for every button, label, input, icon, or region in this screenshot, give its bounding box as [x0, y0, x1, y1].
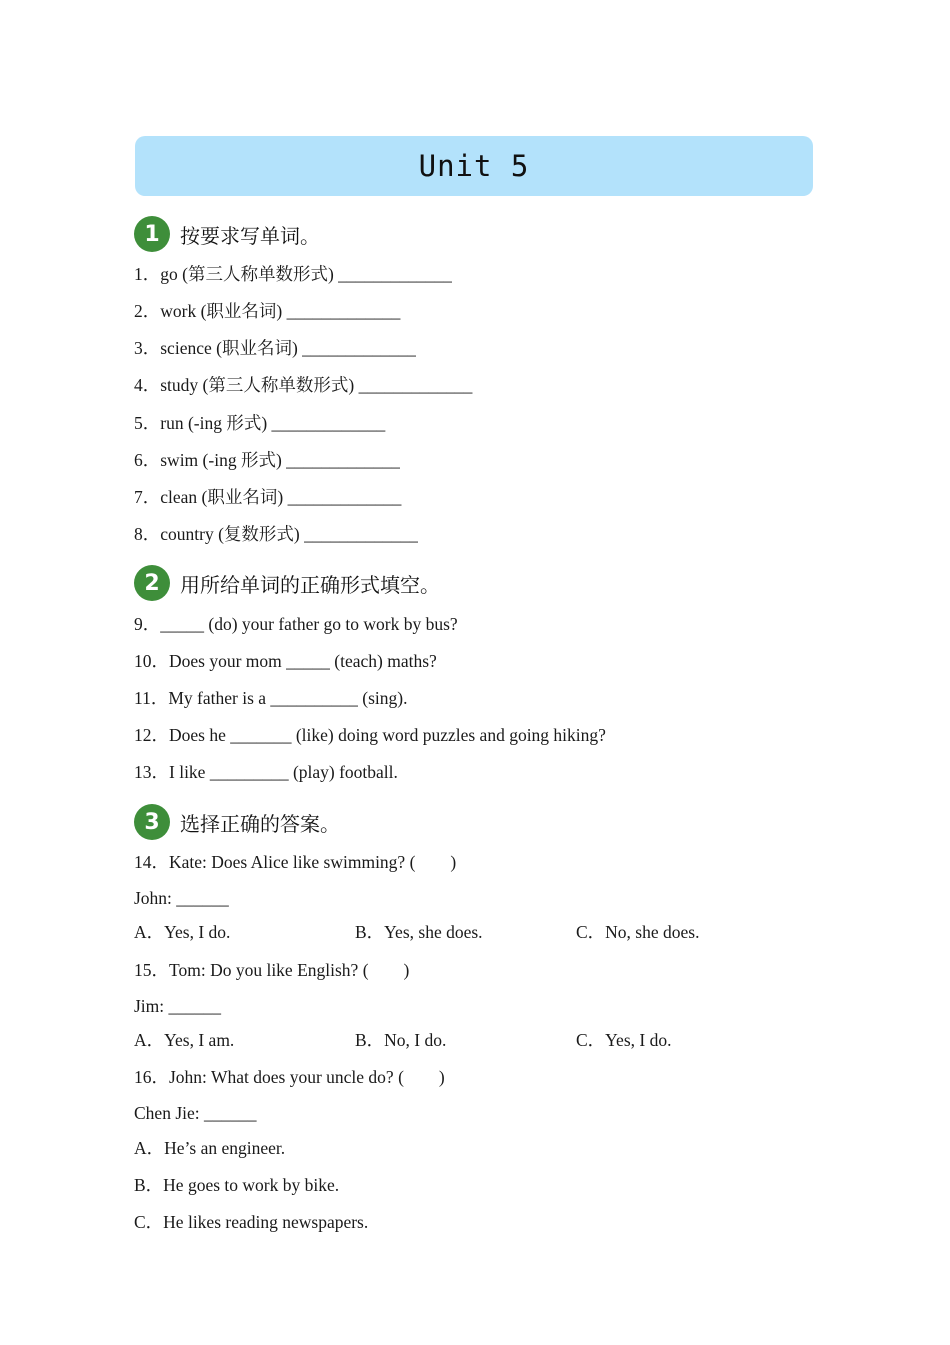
question-text: My father is a __________ (sing). — [168, 688, 408, 708]
question-text: Does your mom _____ (teach) maths? — [169, 651, 437, 671]
section-title: 按要求写单词。 — [180, 223, 320, 248]
question-item — [134, 374, 472, 396]
section-3-header — [134, 804, 340, 840]
question-number: 5． — [134, 413, 161, 433]
option-b: B．No, I do. — [355, 1030, 447, 1050]
option-a: A．Yes, I do. — [134, 922, 231, 942]
question-number: 2． — [134, 301, 161, 321]
question-text: science (职业名词) _____________ — [160, 338, 416, 358]
question-text: country (复数形式) _____________ — [160, 524, 418, 544]
section-1-header — [134, 216, 320, 252]
question-item — [134, 337, 416, 359]
question-item — [134, 449, 400, 471]
question-item — [134, 687, 408, 709]
question-number: 9． — [134, 614, 161, 634]
question-text: study (第三人称单数形式) _____________ — [160, 375, 473, 395]
question-number: 12． — [134, 725, 169, 745]
question-text: John: What does your uncle do? ( ) — [169, 1067, 445, 1087]
question-item — [134, 263, 452, 285]
question-number: 11． — [134, 688, 169, 708]
option-a: A．Yes, I am. — [134, 1030, 235, 1050]
question-number: 4． — [134, 375, 161, 395]
option-b: B．He goes to work by bike. — [134, 1175, 340, 1195]
page-title: Unit 5 — [418, 149, 530, 183]
question-item — [134, 613, 458, 635]
question-item — [134, 300, 400, 322]
question-text: _____ (do) your father go to work by bus? — [160, 614, 458, 634]
title-banner — [135, 136, 813, 196]
question-number: 16． — [134, 1067, 169, 1087]
question-number: 8． — [134, 524, 161, 544]
question-number: 13． — [134, 762, 169, 782]
question-item — [134, 1066, 445, 1088]
question-text: I like _________ (play) football. — [169, 762, 398, 782]
question-item — [134, 761, 398, 783]
section-title: 选择正确的答案。 — [180, 811, 340, 836]
option-b: B．Yes, she does. — [355, 922, 483, 942]
question-text: clean (职业名词) _____________ — [160, 487, 402, 507]
question-item — [134, 523, 418, 545]
section-number-badge: 3 — [134, 804, 170, 840]
section-title: 用所给单词的正确形式填空。 — [180, 572, 440, 597]
answer-prompt: John: ______ — [134, 888, 229, 908]
question-number: 3． — [134, 338, 161, 358]
section-2-header — [134, 565, 440, 601]
question-text: go (第三人称单数形式) _____________ — [160, 264, 452, 284]
option-c: C．Yes, I do. — [576, 1030, 672, 1050]
question-item — [134, 959, 409, 981]
question-text: Kate: Does Alice like swimming? ( ) — [169, 852, 457, 872]
question-text: work (职业名词) _____________ — [160, 301, 401, 321]
question-text: Does he _______ (like) doing word puzzles and going hiking? — [169, 725, 606, 745]
answer-prompt: Chen Jie: ______ — [134, 1103, 257, 1123]
question-item — [134, 724, 606, 746]
question-item — [134, 650, 437, 672]
question-number: 7． — [134, 487, 161, 507]
question-number: 1． — [134, 264, 161, 284]
question-item — [134, 851, 456, 873]
question-number: 14． — [134, 852, 169, 872]
question-text: run (-ing 形式) _____________ — [160, 413, 386, 433]
question-text: Tom: Do you like English? ( ) — [169, 960, 410, 980]
option-c: C．He likes reading newspapers. — [134, 1212, 369, 1232]
question-item — [134, 486, 401, 508]
option-a: A．He’s an engineer. — [134, 1138, 286, 1158]
answer-prompt: Jim: ______ — [134, 996, 222, 1016]
question-number: 6． — [134, 450, 161, 470]
option-c: C．No, she does. — [576, 922, 700, 942]
section-number-badge: 2 — [134, 565, 170, 601]
question-item — [134, 412, 385, 434]
section-number-badge: 1 — [134, 216, 170, 252]
question-text: swim (-ing 形式) _____________ — [160, 450, 400, 470]
question-number: 15． — [134, 960, 169, 980]
question-number: 10． — [134, 651, 169, 671]
